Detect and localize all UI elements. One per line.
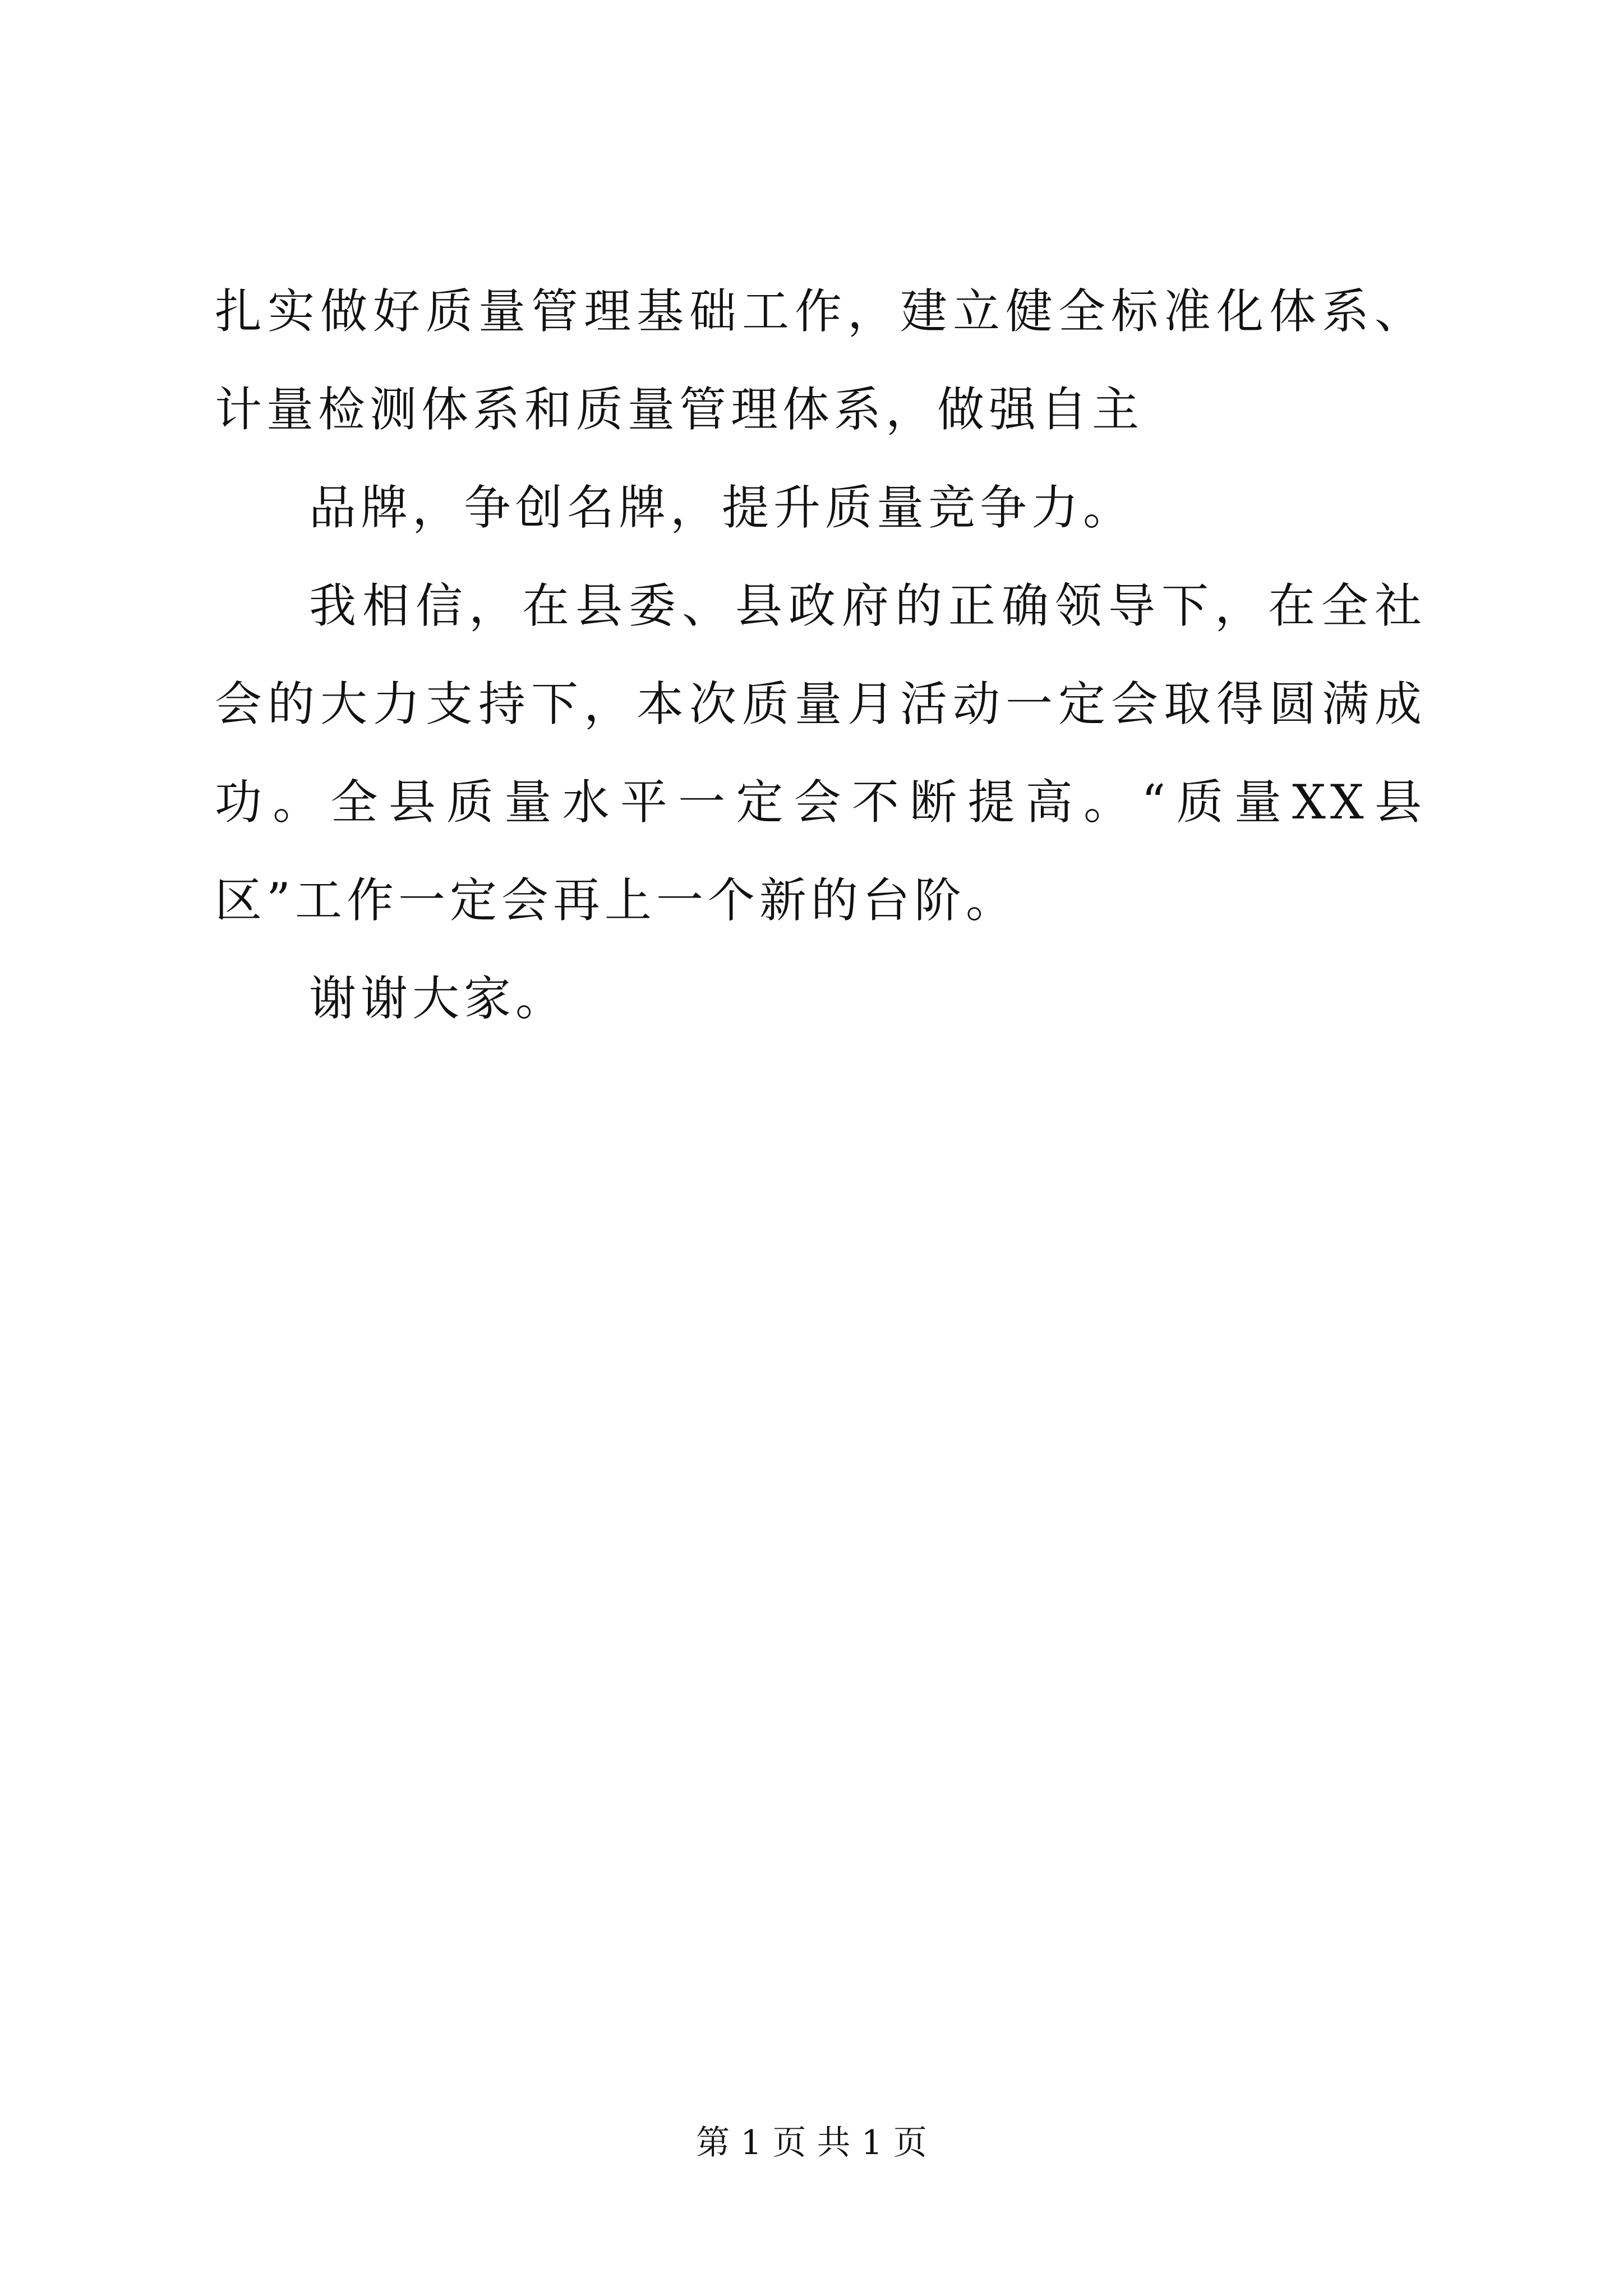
paragraph-4: 谢谢大家。 [309, 971, 568, 1026]
document-body [215, 263, 1426, 1048]
page-footer: 第 1 页 共 1 页 [696, 2123, 927, 2162]
paragraph-1: 扎实做好质量管理基础工作，建立健全标准化体系、计量检测体系和质量管理体系，做强自主 [215, 284, 1426, 437]
paragraph-3: 我相信，在县委、县政府的正确领导下，在全社会的大力支持下，本次质量月活动一定会取得圆满成功。全县质量水平一定会不断提高。“质量XX县区”工作一定会再上一个新的台阶。 [215, 578, 1426, 928]
paragraph-2: 品牌，争创名牌，提升质量竞争力。 [309, 480, 1135, 535]
